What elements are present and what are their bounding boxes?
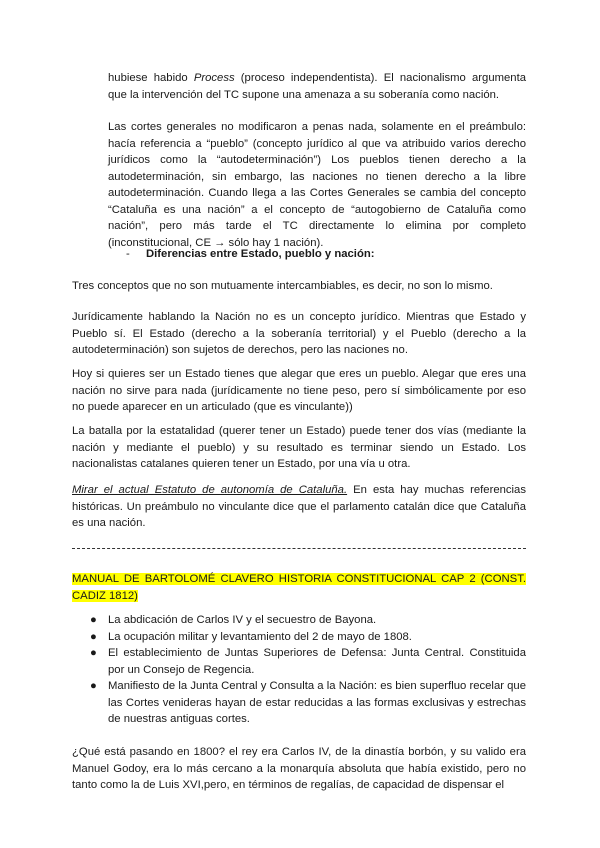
list-item-text: Manifiesto de la Junta Central y Consulta a la Nación: es bien superfluo recelar que las Cortes venideras hayan de estar reducidas a las formas exclusivas y estrechas de nuestras antiguas cortes. bbox=[108, 680, 526, 725]
paragraph-process-pre: hubiese habido bbox=[108, 72, 194, 84]
paragraph-batalla: La batalla por la estatalidad (querer tener un Estado) puede tener dos vías (mediante la nación y mediante el pueblo) y su resultado es terminar siendo un Estado. Los nacionalistas catalanes quieren tener un Estado, por una vía u otra. bbox=[72, 425, 526, 470]
paragraph-process-post: (proceso independentista). El nacionalismo argumenta que la intervención del TC supone una amenaza a su soberanía como nación. bbox=[108, 72, 526, 101]
list-item bbox=[90, 612, 526, 629]
manual-title-highlight: MANUAL DE BARTOLOMÉ CLAVERO HISTORIA CONSTITUCIONAL CAP 2 (CONST. CADIZ 1812) bbox=[72, 573, 526, 602]
bullet-icon: ● bbox=[90, 630, 97, 643]
heading-text: Diferencias entre Estado, pueblo y nación: bbox=[146, 248, 375, 260]
paragraph-cortes: Las cortes generales no modificaron a penas nada, solamente en el preámbulo: hacía referencia a “pueblo” (concepto jurídico al que va atribuido varios derecho jurídicos como la “autodeterminación”) Los pueblos tienen derecho a la autodeterminación, sin embargo, las naciones no tienen derecho a la libre autodeterminación. Cuando llega a las Cortes Generales se cambia del concepto “Cataluña es una nación” a el concepto de “autogobierno de Cataluña como nación”, pero más tarde el TC directamente lo elimina por completo (inconstitucional, CE → sólo hay 1 nación). bbox=[108, 121, 526, 249]
heading-dash: - bbox=[126, 248, 130, 260]
paragraph-process-italic: Process bbox=[193, 72, 235, 84]
bullet-icon: ● bbox=[90, 647, 97, 659]
manual-title bbox=[72, 571, 526, 604]
paragraph-final: ¿Qué está pasando en 1800? el rey era Carlos IV, de la dinastía borbón, y su valido era Manuel Godoy, era lo más cercano a la monarquía absoluta que había existido, pero no tanto como la de Luis XVI,pero, en términos de regalías, de capacidad de dispensar el bbox=[72, 746, 526, 791]
paragraph-process bbox=[108, 70, 526, 103]
dashed-divider bbox=[72, 548, 526, 549]
bullet-icon: ● bbox=[90, 680, 97, 692]
list-item-text: El establecimiento de Juntas Superiores de Defensa: Junta Central. Constituida por un Consejo de Regencia. bbox=[108, 647, 526, 676]
estatuto-rest: En esta hay muchas referencias históricas. Un preámbulo no vinculante dice que el parlamento catalán dice que Cataluña es una nación. bbox=[72, 484, 526, 529]
list-item bbox=[90, 629, 526, 646]
list-item bbox=[90, 645, 526, 678]
paragraph-juridicamente: Jurídicamente hablando la Nación no es un concepto jurídico. Mientras que Estado y Pueblo sí. El Estado (derecho a la soberanía territorial) y el Pueblo (derecho a la autodeterminación) son sujetos de derechos, pero las naciones no. bbox=[72, 311, 526, 356]
paragraph-hoy: Hoy si quieres ser un Estado tienes que alegar que eres un pueblo. Alegar que eres una nación no sirve para nada (jurídicamente no tiene peso, pero sí simbólicamente por eso no puede aparecer en un articulado (que es vinculante)) bbox=[72, 368, 526, 413]
list-item-text: La ocupación militar y levantamiento del 2 de mayo de 1808. bbox=[108, 630, 412, 643]
bullet-icon: ● bbox=[90, 614, 97, 626]
estatuto-link[interactable]: Mirar el actual Estatuto de autonomía de Cataluña. bbox=[72, 484, 348, 496]
bullet-list bbox=[90, 612, 526, 728]
list-item bbox=[90, 678, 526, 728]
paragraph-estatuto bbox=[72, 482, 526, 532]
paragraph-tres: Tres conceptos que no son mutuamente intercambiables, es decir, no son lo mismo. bbox=[72, 280, 493, 292]
list-item-text: La abdicación de Carlos IV y el secuestro de Bayona. bbox=[108, 614, 377, 626]
